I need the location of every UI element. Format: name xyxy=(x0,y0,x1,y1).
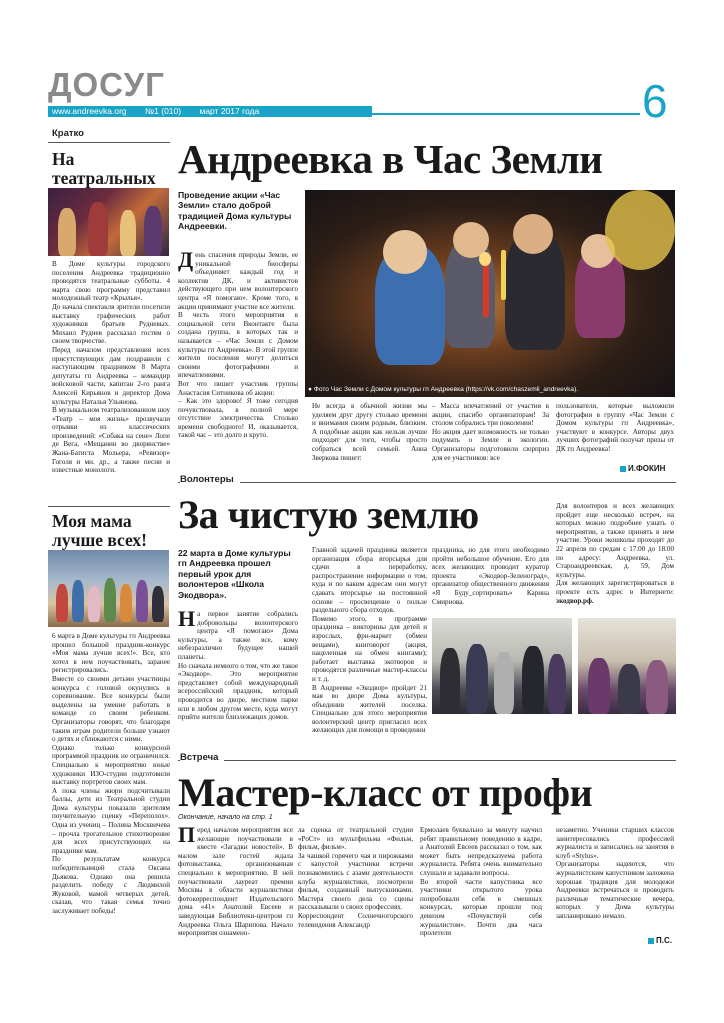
earth-hour-col2: Не всегда в обычной жизни мы уделяем друг другу столько времени и внимания своим родным, близким. А подобные акции как нельзя лучше подходят для того, чтобы просто собраться всей семьей. Анна Зверкова пишет: xyxy=(312,402,427,462)
header-meta xyxy=(52,106,275,117)
clean-earth-sidebar xyxy=(556,502,674,605)
earth-hour-col4: пользователи, которые выложили фотографии в группу «Час Земли с Домом культуры гп Андреевка», участвуют в конкурсе. Авторы двух лучших фотографий получат призы от ДК гп Андреевка! xyxy=(556,402,674,453)
theatre-text: В Доме культуры городского поселения Андреевка традиционно проводятся театральные субботы. 4 марта свою программу представил молодежный театр «Крылья». До начала спектакля зрители посетили выставку графических работ художников братьев Рудневых. Михаил Руднев рассказал гостям о своем творчестве. Перед началом представления всех присутствующих дам поздравили с наступающим праздником 8 Марта депутаты гп Андреевка – командир войсковой части, капитан 2-го ранга Алексей Кирьянов и директор Дома культуры Наталья Ульянова. В музыкальном театрализованном шоу «Театр – моя жизнь» прозвучали отрывки из классических произведений: «Собака на сене» Лопе де Вега, «Мещанин во дворянстве» Жана-Батиста Мольера, «Ревизор» Гоголя и мн. др., а также песни и известные монологи. xyxy=(52,260,170,475)
theatre-photo xyxy=(48,188,169,256)
ecodvor-link[interactable]: экодвор.рф. xyxy=(556,596,594,605)
divider xyxy=(48,142,170,143)
earth-hour-author xyxy=(620,464,665,473)
author-marker-icon xyxy=(648,938,654,944)
section-title: ДОСУГ xyxy=(48,66,165,103)
divider xyxy=(178,482,676,483)
site-link[interactable]: www.andreevka.org xyxy=(52,106,127,116)
masterclass-col3: Ермолаев буквально за минуту научил ребят правильному поведению в кадре, а Анатолий Евсеев рассказал о том, как может быть непредсказуема работа журналиста. Ребята очень внимательно слушали и задавали вопросы. Во второй части капустника все участники открытого урока попробовали себя в смешных конкурсах, которые прошли под девизом «Почувствуй себя журналистом». Почти два часа пролетели xyxy=(420,826,542,938)
issue-number: №1 (010) xyxy=(145,106,182,116)
mama-photo xyxy=(48,550,169,627)
page-number: 6 xyxy=(642,75,668,127)
author-name: И.ФОКИН xyxy=(628,464,666,473)
earth-hour-lead: Проведение акции «Час Земли» стало доброй традицией Дома культуры Андреевки. xyxy=(178,190,292,232)
rubric-volunteers: Волонтеры xyxy=(180,474,240,485)
earth-hour-col3: – Масса впечатлений от участия в акции, спасибо организаторам! За столом собрались три поколения! Но акция дает возможность не только подумать о Земле и экологии. Организаторы подготовили сюрприз для ее участников: все xyxy=(432,402,549,462)
rubric-brief: Кратко xyxy=(52,128,84,139)
masterclass-headline: Мастер-класс от профи xyxy=(178,770,593,815)
clean-earth-photo-2 xyxy=(578,618,676,714)
earth-hour-photo xyxy=(305,190,675,397)
caption-text: Фото Час Земли с Домом культуры гп Андреевка (https://vk.com/chaszemli_andreevka). xyxy=(313,386,579,393)
mama-text: 6 марта в Доме культуры гп Андреевка прошел большой праздник-конкурс «Моя мама лучше всех!». Все, кто хотел в нем поучаствовать, заранее регистрировались. Вместе со своими детьми участницы конкурса с головой окунулись в соревнование. Все конкурсы были выделены на умение работать в команде со своим ребенком. Организаторы говорят, что благодаря таким играм родители больше узнают о детях и сближаются с ними. Однако только конкурсной программой праздник не ограничился. Специально к мероприятию юные художники ИЗО-студии подготовили выставку портретов своих мам. А пока члены жюри подсчитывали баллы, дети из Театральной студии Дома культуры показали зрителям поучительную сценку «Переполох». Одна из учениц – Полина Москвичева – прочла трогательное стихотворение для всех присутствующих на празднике мам. По результатам конкурса победительницей стала Оксана Дьякова. Однако она решила разделить победу с Людмилой Жуковой, мамой четверых детей, сказав, что такая семья точно заслуживает победы! xyxy=(52,632,170,915)
mama-headline: Моя мама лучше всех! xyxy=(52,511,147,550)
masterclass-col2: ла сценка от театральной студии «РоСт» из мультфильма «Фильм, фильм, фильм». За чашкой горячего чая и пирожками с капустой участники встречи познакомились с азами деятельности клуба журналистики, посмотрели фильм, созданный выпускниками. Мастера своего дела со сцены рассказывали о своих профессиях. Корреспондент Солнечногорского телевидения Александр xyxy=(298,826,413,929)
divider xyxy=(178,760,676,761)
clean-earth-photo-1 xyxy=(432,618,572,714)
header-rule xyxy=(372,113,640,115)
earth-hour-photo-caption: ● Фото Час Земли с Домом культуры гп Андреевка (https://vk.com/chaszemli_andreevka). xyxy=(308,386,579,393)
author-name: П.С. xyxy=(656,936,672,945)
rubric-meeting: Встреча xyxy=(180,752,224,763)
theatre-headline: На театральных xyxy=(52,149,156,188)
masterclass-col4: незаметно. Ученики старших классов заинтересовались профессией журналиста и записались на занятия в клуб «Stylus». Организаторы надеются, что журналистским капустником заложена хорошая традиция для молодежи Андреевки встречаться и проводить различные тематические вечера, которых у Дома культуры запланировано немало. xyxy=(556,826,674,920)
sidebar-text: Для волонтеров и всех желающих пройдет еще несколько встреч, на которых можно подробнее узнать о мероприятии, а также принять в нем участие. Уроки экошколы проходят до 22 апреля по средам с 17.00 до 18.00 по адресу: Андреевка, ул. Староандреевская, д. 59, Дом культуры. Для желающих зарегистрироваться в проекте есть адрес в Интернете: xyxy=(556,502,674,596)
clean-earth-col3: праздника, но для этого необходимо пройти небольшое обучение. Его для всех желающих проводит куратор проекта «Экодвор-Зеленоград», организатор общественного движения «Я Буду_сортировать» Карина Смирнова. xyxy=(432,546,549,606)
masterclass-col1: Перед началом мероприятия все желающие поучаствовали в квесте «Загадки новостей». В малом зале гостей ждала фотовыставка, организованная специально к мероприятию. В ней поучаствовали лауреат премии Москвы в области журналистики фотокорреспондент Издательского дома «41» Анатолий Евсеев и заведующая Библиотеки-центром гп Андреевка Ольга Шарипова. Начало мероприятия ознамено- xyxy=(178,822,293,938)
divider xyxy=(48,506,170,507)
earth-hour-headline: Андреевка в Час Земли xyxy=(178,136,603,182)
masterclass-author xyxy=(648,936,672,945)
clean-earth-col2: Главной задачей праздника является организация сбора вторсырья для сдачи в переработку, распространение информации о том, куда и по каким адресам они могут сдавать вторсырье на постоянной основе – просвещение о пользе раздельного сбора отходов. Помимо этого, в программе праздника – викторины для детей и взрослых, фри-маркет (обмен вещами), книговорот (акция, нацеленная на обмен книгами); работает выставка экотворов и проводятся различные мастер-классы и т. д. В Андреевке «Экодвор» пройдет 21 мая во дворе Дома культуры, объединив жителей поселка. Специально для этого мероприятия волонтерский центр пригласил всех желающих для помощи в проведении xyxy=(312,546,427,735)
author-marker-icon xyxy=(620,466,626,472)
earth-hour-col1: День спасения природы Земли, ее уникальной биосферы объединяет каждый год и коллектив ДК, и активистов действующего при нем волонтерского центра «Я помогаю». Кроме того, в акции принимают участие все жители. В честь этого мероприятия в социальной сети Вконтакте была создана группа, в которых так и называется – «Час Земли с Домом культуры гп Андреевка». В этой группе жители поселения могут делиться своими фотографиями и впечатлениями. Вот что пишет участник группы Анастасия Ситникова об акции: – Как это здорово! Я тоже сегодня почувствовала, в полной мере отсутствие электричества. Столько времени свободного! И, оказывается, такой час – это долго и круто. xyxy=(178,247,298,440)
issue-date: март 2017 года xyxy=(199,106,260,116)
clean-earth-col1: На первое занятие собрались добровольцы волонтерского центра «Я помогаю» Дома культуры, а также все, кому небезразлично будущее нашей планеты. Но сначала немного о том, что же такое «Экодвор». Это мероприятие представляет собой международный всероссийский праздник, который проводится во дворе, местном парке или в любом другом месте, куда могут прийти жители близлежащих домов. xyxy=(178,606,298,722)
clean-earth-lead: 22 марта в Доме культуры гп Андреевка прошел первый урок для волонтеров «Школа Экодвора». xyxy=(178,548,291,600)
clean-earth-headline: За чистую землю xyxy=(178,492,479,537)
masterclass-continuation: Окончание, начало на стр. 1 xyxy=(178,814,273,821)
